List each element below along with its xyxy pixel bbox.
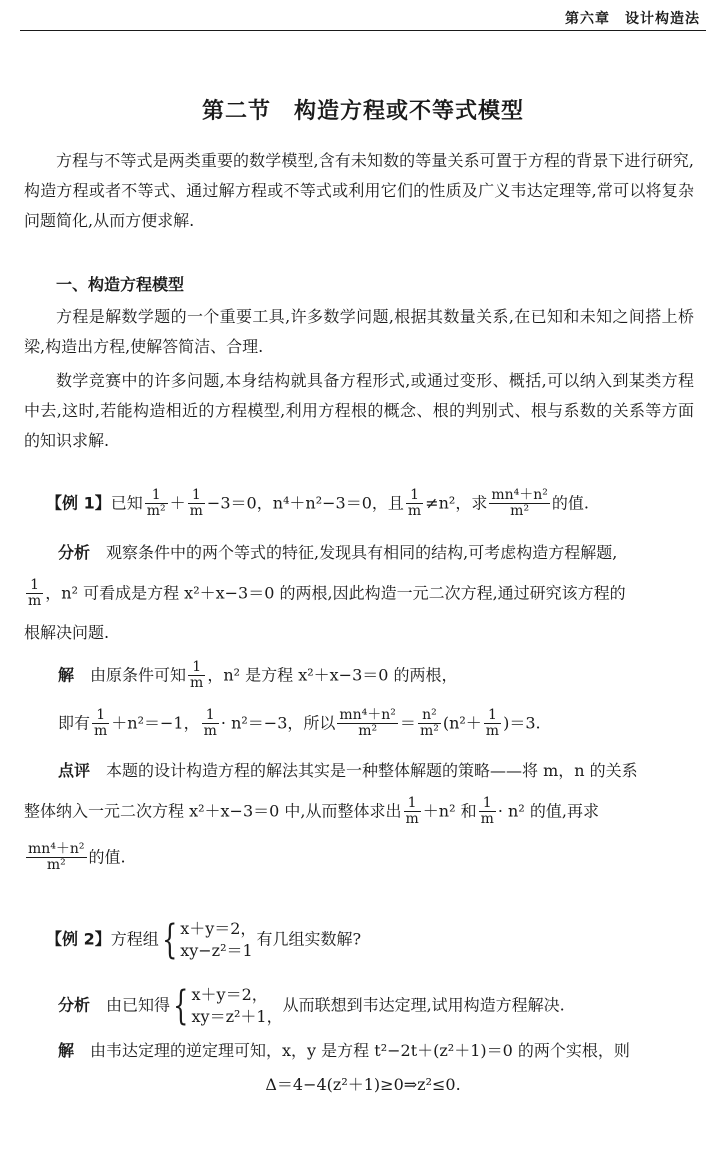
- solution-label: 解: [58, 665, 75, 685]
- delta-inequality: Δ＝4−4(z²＋1)≥0⇒z²≤0.: [265, 1075, 461, 1094]
- equation-system-2: x＋y＝2， xy＝z²＋1，: [191, 985, 283, 1026]
- part1-paragraph-1: 方程是解数学题的一个重要工具,许多数学问题,根据其数量关系,在已知和未知之间搭上桥梁,构造出方程,使解答简洁、合理.: [24, 307, 694, 356]
- brace-icon: {: [173, 983, 189, 1029]
- fraction-1-over-m: $\frac{1}{m}$: [28, 577, 42, 610]
- fraction-n2-over-m2: $\frac{\text{n²}}{\text{m²}}$: [419, 707, 439, 740]
- header-rule: [20, 30, 706, 31]
- running-header: 第六章 设计构造法: [565, 11, 700, 27]
- fraction-target: $\frac{\text{mn⁴＋n²}}{\text{m²}}$: [491, 487, 548, 520]
- example1-label: 【例 1】: [46, 493, 111, 513]
- fraction-1-over-m: $\frac{1}{m}$: [405, 795, 419, 828]
- example1-solution-line2: 即有 $\frac{1}{m}$ ＋n²＝−1， $\frac{1}{m}$ · n²＝−3，所以 $\frac{\text{mn⁴＋n²}}{\text{m²}}$ ＝ $\frac{\text{n²}}{\text{m²}}$ (n²＋ $\frac{1}{m}$ )＝3.: [58, 707, 541, 740]
- subheading-construct-equation: 一、构造方程模型: [56, 275, 185, 294]
- example2-solution: 解 由韦达定理的逆定理可知，x，y 是方程 t²−2t＋(z²＋1)＝0 的两个实根，则: [58, 1041, 630, 1060]
- analysis-label: 分析: [58, 543, 91, 562]
- fraction-1-over-m2: $\frac{1}{\text{m²}}$: [146, 487, 166, 520]
- brace-icon: {: [161, 917, 178, 963]
- example2-label: 【例 2】: [46, 929, 111, 949]
- analysis-label: 分析: [58, 995, 91, 1015]
- example1-analysis-line1: 分析 观察条件中的两个等式的特征,发现具有相同的结构,可考虑构造方程解题,: [58, 543, 618, 562]
- example1-analysis-line3: 根解决问题.: [24, 623, 110, 642]
- fraction-1-over-m: $\frac{1}{m}$: [480, 795, 494, 828]
- equation-system-1: x＋y＝2， xy−z²＝1: [180, 919, 257, 960]
- fraction-1-over-m: $\frac{1}{m}$: [190, 659, 204, 692]
- fraction-target: $\frac{\text{mn⁴＋n²}}{\text{m²}}$: [28, 841, 85, 874]
- fraction-1-over-m: $\frac{1}{m}$: [94, 707, 108, 740]
- intro-paragraph: 方程与不等式是两类重要的数学模型,含有未知数的等量关系可置于方程的背景下进行研究,构造方程或者不等式、通过解方程或不等式或利用它们的性质及广义韦达定理等,常可以将复杂问题简化,从而方便求解.: [24, 151, 694, 230]
- example1-analysis-line2: $\frac{1}{m}$ ，n² 可看成是方程 x²＋x−3＝0 的两根,因此构造一元二次方程,通过研究该方程的: [28, 577, 626, 610]
- example1-statement: 【例 1】已知 $\frac{1}{\text{m²}}$ ＋ $\frac{1}{m}$ −3＝0，n⁴＋n²−3＝0，且 $\frac{1}{m}$ ≠n²，求 $\frac{\text{mn⁴＋n²}}{\text{m²}}$ 的值.: [46, 487, 589, 520]
- fraction-1-over-m: $\frac{1}{m}$: [189, 487, 203, 520]
- example1-comment-line1: 点评 本题的设计构造方程的解法其实是一种整体解题的策略——将 m，n 的关系: [58, 761, 638, 780]
- part1-paragraph-2: 数学竞赛中的许多问题,本身结构就具备方程形式,或通过变形、概括,可以纳入到某类方程中去,这时,若能构造相近的方程模型,利用方程根的概念、根的判别式、根与系数的关系等方面的知识求解.: [24, 371, 694, 450]
- example1-solution-line1: 解 由原条件可知 $\frac{1}{m}$ ，n² 是方程 x²＋x−3＝0 的两根，: [58, 659, 458, 692]
- fraction-1-over-m: $\frac{1}{m}$: [407, 487, 422, 520]
- fraction-target: $\frac{\text{mn⁴＋n²}}{\text{m²}}$: [339, 707, 396, 740]
- section-title: 第二节 构造方程或不等式模型: [201, 99, 524, 124]
- fraction-1-over-m: $\frac{1}{m}$: [485, 707, 500, 740]
- example1-comment-line3: $\frac{\text{mn⁴＋n²}}{\text{m²}}$ 的值.: [28, 841, 126, 874]
- example2-statement: 【例 2】方程组{ x＋y＝2， xy−z²＝1 有几组实数解?: [46, 917, 362, 963]
- example1-lead: 已知: [110, 493, 143, 513]
- example1-comment-line2: 整体纳入一元二次方程 x²＋x−3＝0 中,从而整体求出 $\frac{1}{m}$ ＋n² 和 $\frac{1}{m}$ · n² 的值,再求: [24, 795, 599, 828]
- fraction-1-over-m: $\frac{1}{m}$: [203, 707, 217, 740]
- solution-label: 解: [58, 1041, 75, 1060]
- example2-analysis: 分析 由已知得{ x＋y＝2， xy＝z²＋1， 从而联想到韦达定理,试用构造方程解决.: [58, 983, 565, 1029]
- comment-label: 点评: [58, 761, 91, 780]
